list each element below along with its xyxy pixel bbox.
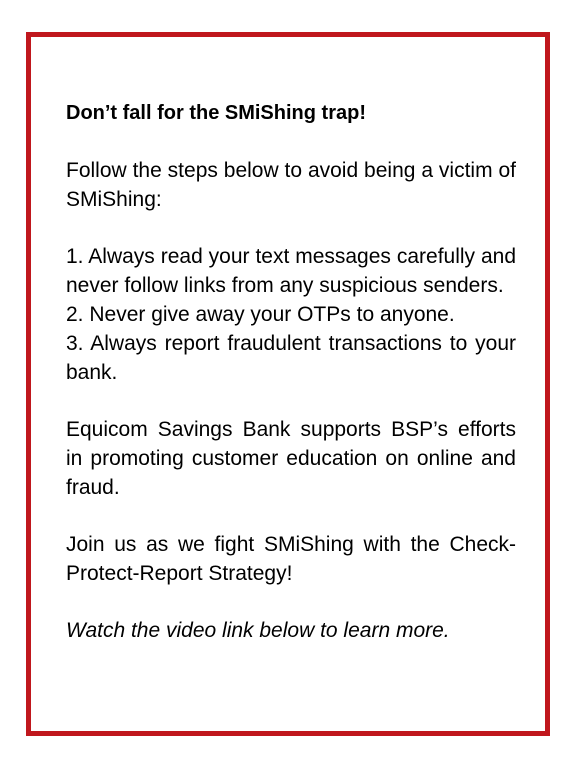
join-statement: Join us as we fight SMiShing with the Check-Protect-Report Strategy! [66, 533, 516, 585]
step-1: 1. Always read your text messages carefully and never follow links from any suspicious senders. [66, 245, 516, 297]
step-2: 2. Never give away your OTPs to anyone. [66, 303, 455, 326]
step-3: 3. Always report fraudulent transactions to your bank. [66, 332, 516, 384]
notice-title: Don’t fall for the SMiShing trap! [66, 102, 366, 124]
notice-content [66, 99, 516, 645]
notice-intro: Follow the steps below to avoid being a victim of SMiShing: [66, 159, 516, 211]
video-cta: Watch the video link below to learn more. [66, 619, 450, 642]
notice-frame [26, 32, 550, 736]
support-statement: Equicom Savings Bank supports BSP’s efforts in promoting customer education on online and fraud. [66, 418, 516, 499]
